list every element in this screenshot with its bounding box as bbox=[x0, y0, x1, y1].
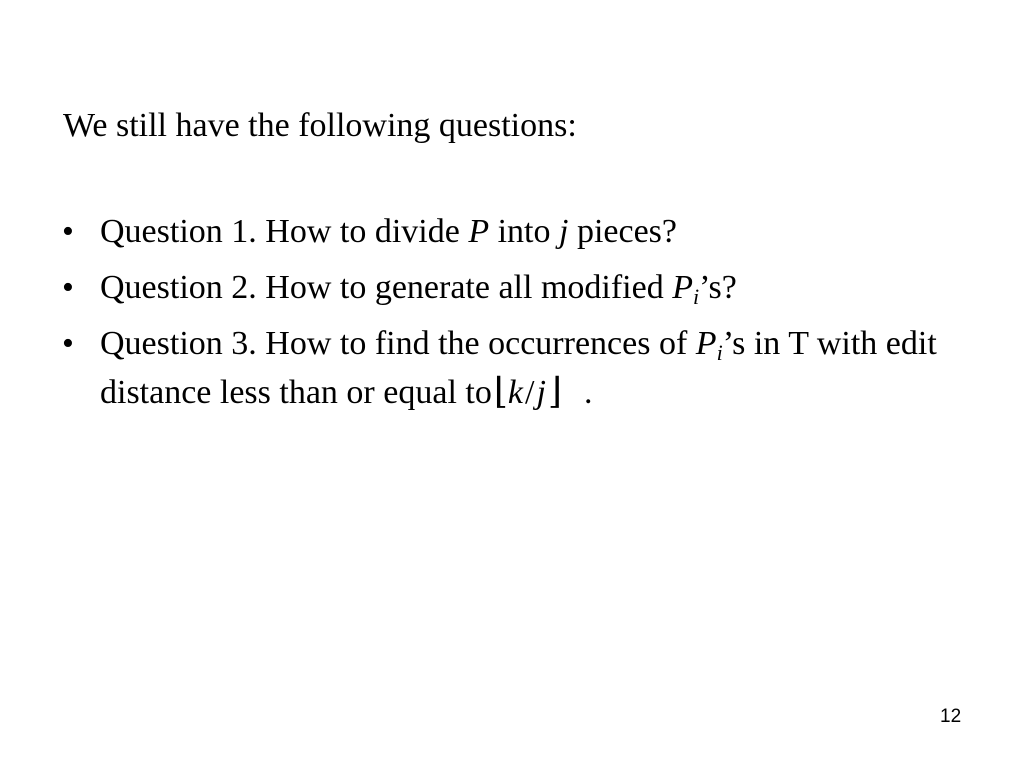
variable-k: k bbox=[507, 374, 525, 411]
question-2 bbox=[60, 264, 960, 312]
variable-p: P bbox=[468, 213, 490, 250]
question-2-tail: ’s? bbox=[699, 269, 737, 306]
question-3 bbox=[60, 320, 960, 417]
floor-k-over-j bbox=[494, 368, 562, 417]
bullet-icon: • bbox=[62, 325, 74, 362]
page-number: 12 bbox=[940, 706, 962, 727]
floor-close: ⌋ bbox=[547, 371, 562, 412]
variable-p: P bbox=[672, 269, 693, 306]
question-list bbox=[60, 208, 960, 425]
question-3-label: Question 3. How to find the occurrences of bbox=[100, 325, 696, 362]
division-slash: / bbox=[524, 374, 537, 411]
variable-p: P bbox=[695, 325, 717, 362]
floor-open: ⌊ bbox=[493, 371, 508, 412]
question-1-tail: pieces? bbox=[568, 213, 677, 250]
slide-intro: We still have the following questions: bbox=[63, 107, 577, 144]
bullet-icon: • bbox=[62, 213, 74, 250]
subscript-i: i bbox=[716, 340, 723, 365]
subscript-i: i bbox=[692, 284, 700, 309]
variable-j: j bbox=[536, 374, 548, 411]
variable-j: j bbox=[559, 213, 569, 250]
question-3-tail: ’s in T with edit distance less than or equal to bbox=[100, 325, 937, 411]
question-2-label: Question 2. How to generate all modified bbox=[100, 269, 673, 306]
question-1-label: Question 1. How to divide bbox=[100, 213, 469, 250]
question-1-mid: into bbox=[489, 213, 559, 250]
question-1 bbox=[60, 208, 960, 256]
question-3-end: . bbox=[583, 374, 593, 411]
bullet-icon: • bbox=[62, 269, 74, 306]
